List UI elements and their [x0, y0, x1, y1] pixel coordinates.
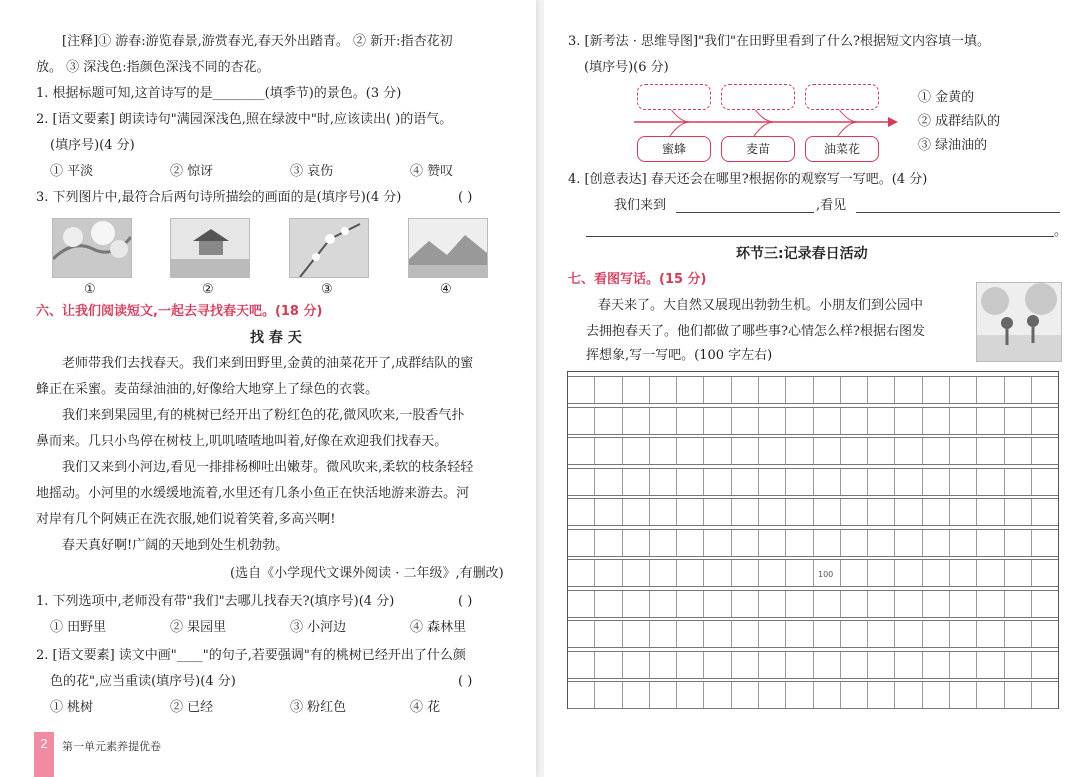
grid-cell[interactable]: [923, 377, 950, 403]
grid-cell[interactable]: [814, 438, 841, 464]
reading-question-2-line-1: 2. [语文要素] 读文中画"____"的句子,若要强调"有的桃树已经开出了什么颜: [36, 648, 466, 663]
grid-cell[interactable]: [704, 499, 731, 525]
grid-cell[interactable]: [977, 499, 1004, 525]
grid-cell[interactable]: [786, 682, 813, 708]
r1-option-4: ④ 森林里: [410, 620, 467, 635]
grid-cell[interactable]: [704, 682, 731, 708]
grid-cell[interactable]: [568, 530, 595, 556]
grid-cell[interactable]: [977, 591, 1004, 617]
grid-cell[interactable]: [977, 530, 1004, 556]
grid-cell[interactable]: [895, 682, 922, 708]
grid-cell[interactable]: [1032, 560, 1058, 586]
grid-cell[interactable]: [895, 408, 922, 434]
grid-cell[interactable]: [950, 682, 977, 708]
q4-blank-see[interactable]: [856, 212, 1060, 213]
grid-cell[interactable]: [595, 652, 622, 678]
grid-cell[interactable]: [895, 621, 922, 647]
grid-cell[interactable]: [1005, 652, 1032, 678]
grid-cell[interactable]: [595, 560, 622, 586]
grid-cell[interactable]: [841, 499, 868, 525]
grid-cell[interactable]: [814, 530, 841, 556]
grid-cell[interactable]: [568, 438, 595, 464]
grid-cell[interactable]: [595, 682, 622, 708]
passage-line-6: 地摇动。小河里的水缓缓地流着,水里还有几条小鱼正在快活地游来游去。河: [36, 486, 470, 501]
grid-cell[interactable]: [950, 560, 977, 586]
grid-cell[interactable]: [623, 560, 650, 586]
r1-option-1: ① 田野里: [50, 620, 107, 635]
grid-cell[interactable]: [841, 438, 868, 464]
passage-line-5: 我们又来到小河边,看见一排排杨柳吐出嫩芽。微风吹来,柔软的枝条轻轻: [62, 460, 474, 475]
grid-cell[interactable]: [677, 469, 704, 495]
grid-cell[interactable]: [732, 438, 759, 464]
grid-cell[interactable]: [732, 530, 759, 556]
grid-cell[interactable]: [650, 652, 677, 678]
note-line-1: [注释]① 游春:游览春景,游赏春光,春天外出踏青。 ② 新开:指杏花初: [62, 34, 453, 49]
grid-cell[interactable]: [568, 652, 595, 678]
grid-cell[interactable]: [868, 530, 895, 556]
grid-cell[interactable]: [1005, 377, 1032, 403]
grid-cell[interactable]: [1005, 560, 1032, 586]
grid-cell[interactable]: [814, 652, 841, 678]
grid-cell[interactable]: [950, 652, 977, 678]
r1-option-2: ② 果园里: [170, 620, 227, 635]
grid-cell[interactable]: [814, 499, 841, 525]
grid-cell[interactable]: [677, 530, 704, 556]
grid-cell[interactable]: [868, 438, 895, 464]
grid-cell[interactable]: [950, 591, 977, 617]
mindmap-blank-2[interactable]: [721, 84, 795, 110]
mindmap-node-bees: 蜜蜂: [637, 136, 711, 162]
q2-option-1: ① 平淡: [50, 164, 94, 179]
right-question-3-line-2: (填序号)(6 分): [584, 60, 669, 75]
picture-2-caption: ②: [202, 282, 214, 297]
grid-cell[interactable]: [786, 652, 813, 678]
mindmap-option-3: ③ 绿油油的: [918, 138, 988, 153]
grid-cell[interactable]: [1032, 652, 1058, 678]
grid-cell[interactable]: [732, 377, 759, 403]
grid-cell[interactable]: [677, 408, 704, 434]
grid-cell[interactable]: [677, 438, 704, 464]
grid-cell[interactable]: [786, 591, 813, 617]
grid-cell[interactable]: [841, 530, 868, 556]
grid-cell[interactable]: [977, 377, 1004, 403]
grid-cell[interactable]: [1005, 469, 1032, 495]
grid-cell[interactable]: [1032, 438, 1058, 464]
grid-cell[interactable]: [786, 438, 813, 464]
q3-answer-paren: ( ): [458, 190, 473, 205]
grid-cell[interactable]: [841, 682, 868, 708]
question-2-line-2: (填序号)(4 分): [50, 138, 135, 153]
grid-cell[interactable]: [568, 499, 595, 525]
grid-cell[interactable]: [623, 591, 650, 617]
grid-cell[interactable]: [595, 530, 622, 556]
grid-cell[interactable]: [868, 560, 895, 586]
grid-cell[interactable]: [650, 530, 677, 556]
question-3: 3. 下列图片中,最符合后两句诗所描绘的画面的是(填序号)(4 分): [36, 190, 402, 205]
section-6-heading: 六、让我们阅读短文,一起去寻找春天吧。(18 分): [36, 304, 323, 319]
grid-cell[interactable]: [923, 408, 950, 434]
mindmap-blank-3[interactable]: [805, 84, 879, 110]
q2-option-3: ③ 哀伤: [290, 164, 334, 179]
prompt-line-2: 去拥抱春天了。他们都做了哪些事?心情怎么样?根据右图发: [586, 324, 925, 339]
section-3-title: 环节三:记录春日活动: [736, 246, 868, 262]
grid-cell[interactable]: [1005, 408, 1032, 434]
passage-line-7: 对岸有几个阿姨正在洗衣服,她们说着笑着,多高兴啊!: [36, 512, 336, 527]
grid-cell[interactable]: [786, 560, 813, 586]
grid-cell[interactable]: [595, 591, 622, 617]
grid-cell[interactable]: [595, 377, 622, 403]
grid-cell[interactable]: [568, 469, 595, 495]
grid-cell[interactable]: [950, 377, 977, 403]
grid-cell[interactable]: [868, 377, 895, 403]
grid-cell[interactable]: [650, 560, 677, 586]
grid-cell[interactable]: [650, 682, 677, 708]
grid-cell[interactable]: [841, 652, 868, 678]
grid-cell[interactable]: [977, 621, 1004, 647]
grid-cell[interactable]: [704, 591, 731, 617]
grid-cell[interactable]: [868, 408, 895, 434]
grid-cell[interactable]: [650, 408, 677, 434]
left-page: [0, 0, 536, 777]
grid-cell[interactable]: [595, 621, 622, 647]
grid-cell[interactable]: [568, 621, 595, 647]
q4-blank-place[interactable]: [676, 212, 814, 213]
mindmap-blank-1[interactable]: [637, 84, 711, 110]
grid-row: [568, 590, 1058, 618]
grid-cell[interactable]: [1032, 469, 1058, 495]
grid-cell[interactable]: [759, 621, 786, 647]
grid-cell[interactable]: [704, 438, 731, 464]
grid-cell[interactable]: [1032, 682, 1058, 708]
grid-cell[interactable]: [595, 499, 622, 525]
grid-cell[interactable]: [841, 591, 868, 617]
r1-option-3: ③ 小河边: [290, 620, 347, 635]
grid-cell[interactable]: [568, 408, 595, 434]
grid-cell[interactable]: [1005, 621, 1032, 647]
q4-blank-line-2[interactable]: [586, 236, 1054, 237]
grid-cell[interactable]: [704, 408, 731, 434]
grid-cell[interactable]: [623, 682, 650, 708]
r2-option-4: ④ 花: [410, 700, 441, 715]
grid-cell[interactable]: [623, 652, 650, 678]
grid-row: [568, 407, 1058, 435]
prompt-line-1: 春天来了。大自然又展现出勃勃生机。小朋友们到公园中: [598, 298, 924, 313]
grid-cell[interactable]: [841, 560, 868, 586]
grid-cell[interactable]: [1005, 682, 1032, 708]
grid-cell[interactable]: [977, 438, 1004, 464]
grid-cell[interactable]: [868, 621, 895, 647]
passage-title: 找 春 天: [250, 330, 302, 346]
grid-cell[interactable]: [923, 621, 950, 647]
question-1: 1. 根据标题可知,这首诗写的是________(填季节)的景色。(3 分): [36, 86, 402, 101]
grid-cell[interactable]: [923, 591, 950, 617]
q4-fill-label-b: ,看见: [816, 198, 847, 213]
grid-cell[interactable]: [1005, 438, 1032, 464]
grid-cell[interactable]: [650, 621, 677, 647]
picture-1-caption: ①: [84, 282, 96, 297]
q2-option-4: ④ 赞叹: [410, 164, 454, 179]
r1-answer-paren: ( ): [458, 594, 473, 609]
grid-cell[interactable]: [895, 652, 922, 678]
grid-cell[interactable]: [1032, 377, 1058, 403]
grid-cell[interactable]: [1032, 530, 1058, 556]
picture-3-caption: ③: [321, 282, 333, 297]
grid-cell[interactable]: [732, 682, 759, 708]
q4-fill-label-a: 我们来到: [614, 198, 667, 213]
grid-cell[interactable]: [786, 377, 813, 403]
grid-cell[interactable]: [977, 682, 1004, 708]
right-question-4: 4. [创意表达] 春天还会在哪里?根据你的观察写一写吧。(4 分): [568, 172, 928, 187]
grid-row: [568, 498, 1058, 526]
grid-cell[interactable]: [868, 591, 895, 617]
grid-cell[interactable]: [704, 652, 731, 678]
grid-cell[interactable]: [650, 377, 677, 403]
grid-cell[interactable]: [623, 530, 650, 556]
passage-source: (选自《小学现代文课外阅读 · 二年级》,有删改): [230, 566, 504, 581]
picture-4-landscape: [408, 218, 488, 278]
r2-option-1: ① 桃树: [50, 700, 94, 715]
prompt-line-3: 挥想象,写一写吧。(100 字左右): [586, 348, 773, 363]
kids-in-park-illustration: [976, 282, 1062, 362]
grid-cell[interactable]: [950, 408, 977, 434]
mindmap-option-1: ① 金黄的: [918, 90, 975, 105]
reading-question-1: 1. 下列选项中,老师没有带"我们"去哪儿找春天?(填序号)(4 分): [36, 594, 395, 609]
grid-cell[interactable]: [623, 499, 650, 525]
grid-cell[interactable]: [923, 560, 950, 586]
grid-cell[interactable]: [759, 652, 786, 678]
writing-grid[interactable]: [567, 371, 1059, 709]
grid-cell[interactable]: [814, 408, 841, 434]
grid-cell[interactable]: [950, 499, 977, 525]
grid-cell[interactable]: [677, 591, 704, 617]
picture-2-pavilion: [170, 218, 250, 278]
grid-cell[interactable]: [704, 377, 731, 403]
grid-cell[interactable]: [568, 682, 595, 708]
r2-option-3: ③ 粉红色: [290, 700, 347, 715]
grid-cell[interactable]: [704, 469, 731, 495]
grid-cell[interactable]: [923, 530, 950, 556]
grid-cell[interactable]: [950, 438, 977, 464]
grid-cell[interactable]: [1005, 530, 1032, 556]
grid-row: [568, 437, 1058, 465]
note-line-2: 放。 ③ 深浅色:指颜色深浅不同的杏花。: [36, 60, 270, 75]
grid-cell[interactable]: [732, 408, 759, 434]
grid-cell[interactable]: [623, 621, 650, 647]
grid-cell[interactable]: [1032, 408, 1058, 434]
grid-cell[interactable]: [650, 438, 677, 464]
grid-row: [568, 681, 1058, 709]
mindmap-node-rapeseed: 油菜花: [805, 136, 879, 162]
grid-cell[interactable]: [895, 530, 922, 556]
grid-cell[interactable]: [868, 652, 895, 678]
grid-cell[interactable]: [868, 499, 895, 525]
grid-cell[interactable]: [868, 469, 895, 495]
grid-cell[interactable]: [732, 621, 759, 647]
grid-cell[interactable]: [814, 469, 841, 495]
q2-option-2: ② 惊讶: [170, 164, 214, 179]
question-2-line-1: 2. [语文要素] 朗读诗句"满园深浅色,照在绿波中"时,应该读出( )的语气。: [36, 112, 453, 127]
grid-cell[interactable]: [704, 530, 731, 556]
grid-cell[interactable]: [732, 560, 759, 586]
grid-cell[interactable]: [732, 591, 759, 617]
q4-end-mark: 。: [1054, 224, 1068, 239]
grid-cell[interactable]: [732, 469, 759, 495]
grid-cell[interactable]: [595, 469, 622, 495]
grid-cell[interactable]: [568, 377, 595, 403]
grid-cell[interactable]: [1005, 499, 1032, 525]
grid-cell[interactable]: [977, 408, 1004, 434]
grid-cell[interactable]: [623, 408, 650, 434]
passage-line-8: 春天真好啊!广阔的天地到处生机勃勃。: [62, 538, 289, 553]
grid-cell[interactable]: [841, 621, 868, 647]
grid-row: [568, 468, 1058, 496]
grid-cell[interactable]: [895, 377, 922, 403]
section-7-heading: 七、看图写话。(15 分): [568, 272, 707, 287]
grid-cell[interactable]: [923, 438, 950, 464]
grid-cell[interactable]: [786, 408, 813, 434]
passage-line-4: 鼻而来。几只小鸟停在树枝上,叽叽喳喳地叫着,好像在欢迎我们找春天。: [36, 434, 448, 449]
picture-1-blossom: [52, 218, 132, 278]
mindmap-node-wheat: 麦苗: [721, 136, 795, 162]
grid-cell[interactable]: [677, 499, 704, 525]
grid-cell[interactable]: [1032, 621, 1058, 647]
grid-cell[interactable]: [650, 499, 677, 525]
grid-cell[interactable]: [814, 621, 841, 647]
picture-3-branch: [289, 218, 369, 278]
grid-cell[interactable]: [568, 591, 595, 617]
grid-cell[interactable]: [704, 621, 731, 647]
grid-cell[interactable]: [977, 652, 1004, 678]
grid-cell[interactable]: [595, 438, 622, 464]
picture-4-caption: ④: [440, 282, 452, 297]
grid-cell[interactable]: [814, 377, 841, 403]
grid-cell[interactable]: [650, 469, 677, 495]
grid-cell[interactable]: [895, 591, 922, 617]
passage-line-2: 蜂正在采蜜。麦苗绿油油的,好像给大地穿上了绿色的衣裳。: [36, 382, 379, 397]
grid-cell[interactable]: [868, 682, 895, 708]
grid-cell[interactable]: [950, 469, 977, 495]
grid-cell[interactable]: [814, 682, 841, 708]
grid-cell[interactable]: [677, 652, 704, 678]
grid-cell[interactable]: [923, 469, 950, 495]
grid-cell[interactable]: [759, 377, 786, 403]
grid-cell[interactable]: [895, 560, 922, 586]
grid-cell[interactable]: [814, 591, 841, 617]
right-question-3-line-1: 3. [新考法 · 思维导图]"我们"在田野里看到了什么?根据短文内容填一填。: [568, 34, 991, 49]
grid-cell[interactable]: [704, 560, 731, 586]
grid-cell[interactable]: [759, 530, 786, 556]
grid-cell[interactable]: [677, 682, 704, 708]
grid-row: [568, 529, 1058, 557]
grid-cell[interactable]: [568, 560, 595, 586]
footer-title: 第一单元素养提优卷: [62, 740, 161, 753]
grid-cell[interactable]: [950, 621, 977, 647]
grid-cell[interactable]: [786, 499, 813, 525]
grid-cell[interactable]: [841, 377, 868, 403]
reading-question-2-line-2: 色的花",应当重读(填序号)(4 分): [50, 674, 236, 689]
grid-100-mark: 100: [818, 570, 834, 579]
grid-row: [568, 559, 1058, 587]
grid-cell[interactable]: [759, 682, 786, 708]
grid-cell[interactable]: [977, 560, 1004, 586]
grid-cell[interactable]: [1032, 499, 1058, 525]
grid-cell[interactable]: [677, 377, 704, 403]
grid-cell[interactable]: [895, 438, 922, 464]
grid-cell[interactable]: [841, 469, 868, 495]
grid-cell[interactable]: [595, 408, 622, 434]
grid-cell[interactable]: [923, 499, 950, 525]
grid-cell[interactable]: [759, 560, 786, 586]
grid-row: [568, 376, 1058, 404]
grid-cell[interactable]: [923, 652, 950, 678]
mindmap-option-2: ② 成群结队的: [918, 114, 1001, 129]
r2-answer-paren: ( ): [458, 674, 473, 689]
grid-cell[interactable]: [677, 621, 704, 647]
grid-cell[interactable]: [950, 530, 977, 556]
page-number: 2: [34, 732, 54, 777]
passage-line-1: 老师带我们去找春天。我们来到田野里,金黄的油菜花开了,成群结队的蜜: [62, 356, 474, 371]
grid-cell[interactable]: [841, 408, 868, 434]
grid-cell[interactable]: [759, 438, 786, 464]
grid-cell[interactable]: [786, 621, 813, 647]
grid-cell[interactable]: [759, 499, 786, 525]
grid-cell[interactable]: [786, 469, 813, 495]
grid-row: [568, 651, 1058, 679]
grid-cell[interactable]: [977, 469, 1004, 495]
grid-cell[interactable]: [895, 499, 922, 525]
grid-cell[interactable]: [759, 469, 786, 495]
grid-cell[interactable]: [650, 591, 677, 617]
grid-cell[interactable]: [1005, 591, 1032, 617]
grid-cell[interactable]: [1032, 591, 1058, 617]
grid-cell[interactable]: [759, 591, 786, 617]
grid-cell[interactable]: [623, 377, 650, 403]
grid-cell[interactable]: [623, 469, 650, 495]
grid-cell[interactable]: [677, 560, 704, 586]
r2-option-2: ② 已经: [170, 700, 214, 715]
grid-cell[interactable]: [732, 652, 759, 678]
grid-cell[interactable]: [623, 438, 650, 464]
grid-cell[interactable]: [923, 682, 950, 708]
grid-cell[interactable]: [895, 469, 922, 495]
grid-cell[interactable]: [786, 530, 813, 556]
grid-cell[interactable]: [732, 499, 759, 525]
grid-row: [568, 620, 1058, 648]
passage-line-3: 我们来到果园里,有的桃树已经开出了粉红色的花,微风吹来,一股香气扑: [62, 408, 465, 423]
grid-cell[interactable]: [759, 408, 786, 434]
